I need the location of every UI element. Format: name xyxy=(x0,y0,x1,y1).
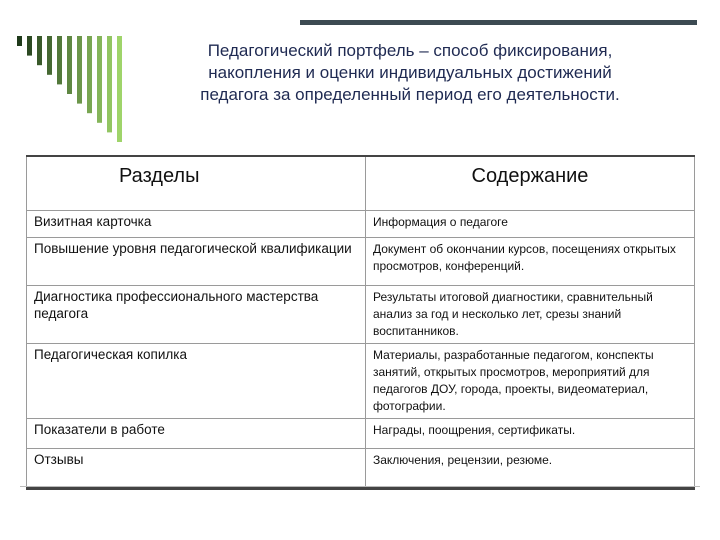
decorative-bar xyxy=(107,36,112,132)
row-content: Информация о педагоге xyxy=(366,211,695,238)
portfolio-table xyxy=(26,155,695,490)
top-rule xyxy=(300,20,697,25)
title-line-1: Педагогический портфель – способ фиксирования, xyxy=(207,41,613,60)
title-line-2: накопления и оценки индивидуальных достижений xyxy=(208,63,612,82)
table-row xyxy=(27,211,695,238)
row-section: Диагностика профессионального мастерства педагога xyxy=(27,286,366,344)
slide-title xyxy=(150,40,670,106)
title-line-3: педагога за определенный период его деятельности. xyxy=(200,85,620,104)
row-content: Заключения, рецензии, резюме. xyxy=(366,449,695,489)
row-content: Результаты итоговой диагностики, сравнительный анализ за год и несколько лет, срезы знаний воспитанников. xyxy=(366,286,695,344)
decorative-bar xyxy=(57,36,62,84)
bottom-rule xyxy=(20,486,700,487)
decorative-bar xyxy=(67,36,72,94)
decorative-bar xyxy=(27,36,32,56)
table-row xyxy=(27,286,695,344)
row-section: Визитная карточка xyxy=(27,211,366,238)
header-sections: Разделы xyxy=(27,156,366,211)
decorative-bars xyxy=(0,0,140,150)
decorative-bar xyxy=(47,36,52,75)
row-content: Материалы, разработанные педагогом, конспекты занятий, открытых просмотров, мероприятий для педагогов ДОУ, города, проекты, видеоматериал, фотографии. xyxy=(366,344,695,419)
decorative-bar xyxy=(97,36,102,123)
decorative-bar xyxy=(37,36,42,65)
header-content: Содержание xyxy=(366,156,695,211)
row-section: Педагогическая копилка xyxy=(27,344,366,419)
row-section: Отзывы xyxy=(27,449,366,489)
row-content: Награды, поощрения, сертификаты. xyxy=(366,419,695,449)
table-row xyxy=(27,238,695,286)
row-section: Повышение уровня педагогической квалификации xyxy=(27,238,366,286)
table-row xyxy=(27,419,695,449)
decorative-bar xyxy=(117,36,122,142)
decorative-bar xyxy=(77,36,82,104)
table-row xyxy=(27,449,695,489)
table-row xyxy=(27,344,695,419)
row-section: Показатели в работе xyxy=(27,419,366,449)
table-header-row xyxy=(27,156,695,211)
decorative-bar xyxy=(17,36,22,46)
decorative-bar xyxy=(87,36,92,113)
row-content: Документ об окончании курсов, посещениях открытых просмотров, конференций. xyxy=(366,238,695,286)
